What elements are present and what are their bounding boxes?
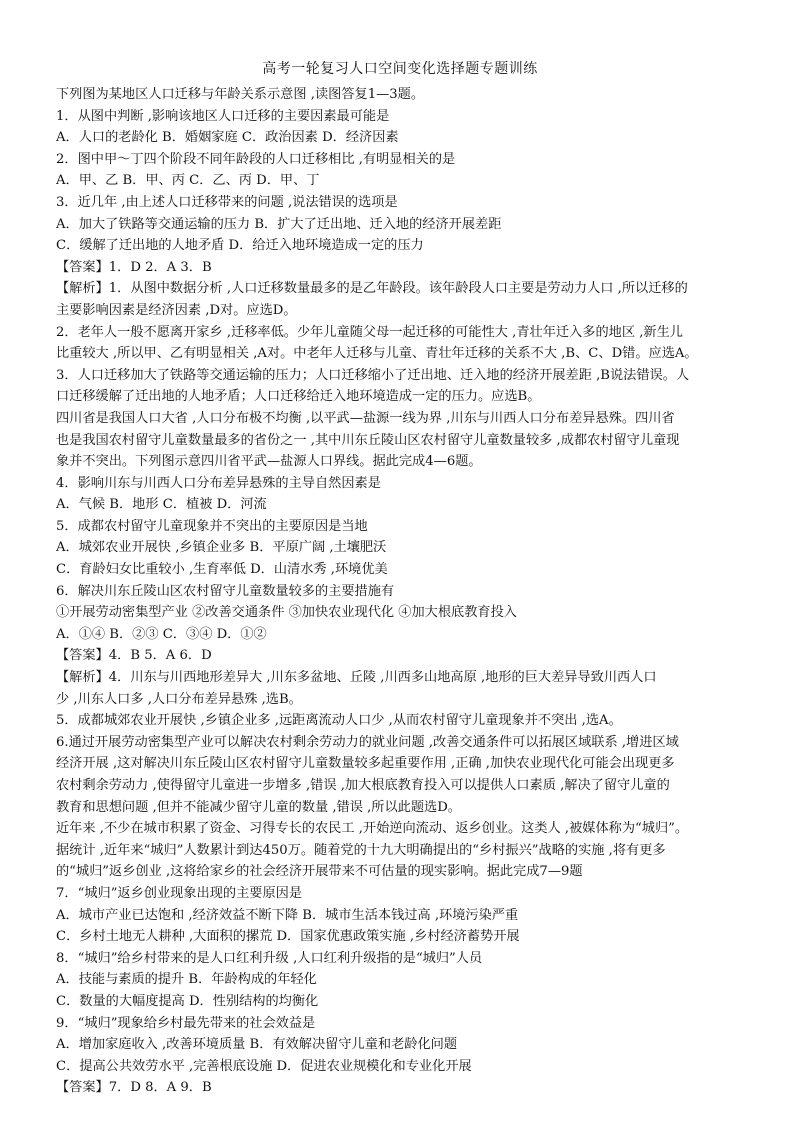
text-line: A．①④ B．②③ C．③④ D．①② xyxy=(56,626,267,642)
text-line: 4．影响川东与川西人口分布差异悬殊的主导自然因素是 xyxy=(56,475,381,491)
text-line: 2．图中甲～丁四个阶段不同年龄段的人口迁移相比 ,有明显相关的是 xyxy=(56,151,456,167)
text-line: 农村剩余劳动力 ,使得留守儿童进一步增多 ,错误 ,加大根底教育投入可以提供人口素质 ,解决了留守儿童的 xyxy=(56,778,670,793)
text-line: A．人口的老龄化 B．婚姻家庭 C．政治因素 D．经济因素 xyxy=(56,130,399,146)
text-line: A．城市产业已达饱和 ,经济效益不断下降 B．城市生活本钱过高 ,环境污染严重 xyxy=(56,907,519,923)
text-line: 【答案】7．D 8．A 9．B xyxy=(56,1080,212,1096)
text-line: C．提高公共效劳水平 ,完善根底设施 D．促进农业规模化和专业化开展 xyxy=(56,1058,472,1074)
text-line: 四川省是我国人口大省 ,人口分布极不均衡 ,以平武—盐源一线为界 ,川东与川西人口分布差异悬殊。四川省 xyxy=(56,410,675,426)
text-line: 8．“城归”给乡村带来的是人口红利升级 ,人口红利升级指的是“城归”人员 xyxy=(56,950,483,966)
text-line: 3．人口迁移加大了铁路等交通运输的压力；人口迁移缩小了迁出地、迁入地的经济开展差距 ,B说法错误。人 xyxy=(56,367,690,383)
text-line: C．育龄妇女比重较小 ,生育率低 D．山清水秀 ,环境优美 xyxy=(56,562,388,578)
text-line: 也是我国农村留守儿童数量最多的省份之一 ,其中川东丘陵山区农村留守儿童数量较多 ,成都农村留守儿童现 xyxy=(56,432,680,448)
text-line: 2．老年人一般不愿离开家乡 ,迁移率低。少年儿童随父母一起迁移的可能性大 ,青壮年迁入多的地区 ,新生儿 xyxy=(56,324,683,340)
text-line: A．气候 B．地形 C．植被 D．河流 xyxy=(56,497,267,513)
text-line: C．数量的大幅度提高 D．性别结构的均衡化 xyxy=(56,993,319,1009)
text-line: 象并不突出。下列图示意四川省平武—盐源人口界线。据此完成4—6题。 xyxy=(56,454,482,470)
text-line: A．增加家庭收入 ,改善环境质量 B．有效解决留守儿童和老龄化问题 xyxy=(56,1037,458,1053)
text-line: A．技能与素质的提升 B．年龄构成的年轻化 xyxy=(56,972,317,988)
document-body xyxy=(56,84,744,1099)
text-line: 主要影响因素是经济因素 ,D对。应选D。 xyxy=(56,302,297,318)
text-line: 据统计 ,近年来“城归”人数累计到达450万。随着党的十九大明确提出的“乡村振兴”战略的实施 ,将有更多 xyxy=(56,842,666,858)
text-line: C．缓解了迁出地的人地矛盾 D．给迁入地环境造成一定的压力 xyxy=(56,238,424,254)
text-line: A．加大了铁路等交通运输的压力 B．扩大了迁出地、迁入地的经济开展差距 xyxy=(56,216,502,232)
text-line: 近年来 ,不少在城市积累了资金、习得专长的农民工 ,开始逆向流动、返乡创业。这类人 ,被媒体称为“城归”。 xyxy=(56,821,689,837)
text-line: 【解析】1．从图中数据分析 ,人口迁移数量最多的是乙年龄段。该年龄段人口主要是劳动力人口 ,所以迁移的 xyxy=(56,281,688,297)
text-line: ①开展劳动密集型产业 ②改善交通条件 ③加快农业现代化 ④加大根底教育投入 xyxy=(56,605,517,621)
text-line: 【答案】4．B 5．A 6．D xyxy=(56,648,212,664)
text-line: 【解析】4．川东与川西地形差异大 ,川东多盆地、丘陵 ,川西多山地高原 ,地形的巨大差异导致川西人口 xyxy=(56,670,657,686)
text-line: 教育和思想问题 ,但并不能减少留守儿童的数量 ,错误 ,所以此题选D。 xyxy=(56,799,461,815)
text-line: 5．成都城郊农业开展快 ,乡镇企业多 ,远距离流动人口少 ,从而农村留守儿童现象并不突出 ,选A。 xyxy=(56,713,622,729)
text-line: 3．近几年 ,由上述人口迁移带来的问题 ,说法错误的选项是 xyxy=(56,194,398,210)
text-line: 下列图为某地区人口迁移与年龄关系示意图 ,读图答复1—3题。 xyxy=(56,87,425,102)
text-line: 【答案】1．D 2．A 3．B xyxy=(56,259,212,275)
text-line: A．甲、乙 B．甲、丙 C．乙、丙 D．甲、丁 xyxy=(56,173,320,189)
text-line: 6．解决川东丘陵山区农村留守儿童数量较多的主要措施有 xyxy=(56,583,395,599)
text-line: 1．从图中判断 ,影响该地区人口迁移的主要因素最可能是 xyxy=(56,108,390,124)
text-line: C．乡村土地无人耕种 ,大面积的摞荒 D．国家优惠政策实施 ,乡村经济蓄势开展 xyxy=(56,929,520,945)
text-line: 5．成都农村留守儿童现象并不突出的主要原因是当地 xyxy=(56,518,368,534)
text-line: 口迁移缓解了迁出地的人地矛盾；人口迁移给迁入地环境造成一定的压力。应选B。 xyxy=(56,389,541,405)
text-line: 6.通过开展劳动密集型产业可以解决农村剩余劳动力的就业问题 ,改善交通条件可以拓展区域联系 ,增进区域 xyxy=(56,734,679,750)
text-line: A．城郊农业开展快 ,乡镇企业多 B．平原广阔 ,土壤肥沃 xyxy=(56,540,387,556)
text-line: 7．“城归”返乡创业现象出现的主要原因是 xyxy=(56,885,303,901)
text-line: 的“城归”返乡创业 ,这将给家乡的社会经济开展带来不可估量的现实影响。据此完成7—9题 xyxy=(56,864,583,880)
text-line: 少 ,川东人口多 ,人口分布差异悬殊 ,选B。 xyxy=(56,691,302,707)
text-line: 比重较大 ,所以甲、乙有明显相关 ,A对。中老年人迁移与儿童、青壮年迁移的关系不大 ,B、C、D错。应选A。 xyxy=(56,346,698,362)
document-title: 高考一轮复习人口空间变化选择题专题训练 xyxy=(262,61,538,77)
text-line: 9．“城归”现象给乡村最先带来的社会效益是 xyxy=(56,1015,316,1031)
text-line: 经济开展 ,这对解决川东丘陵山区农村留守儿童数量较多起重要作用 ,正确 ,加快农业现代化可能会出现更多 xyxy=(56,756,675,772)
